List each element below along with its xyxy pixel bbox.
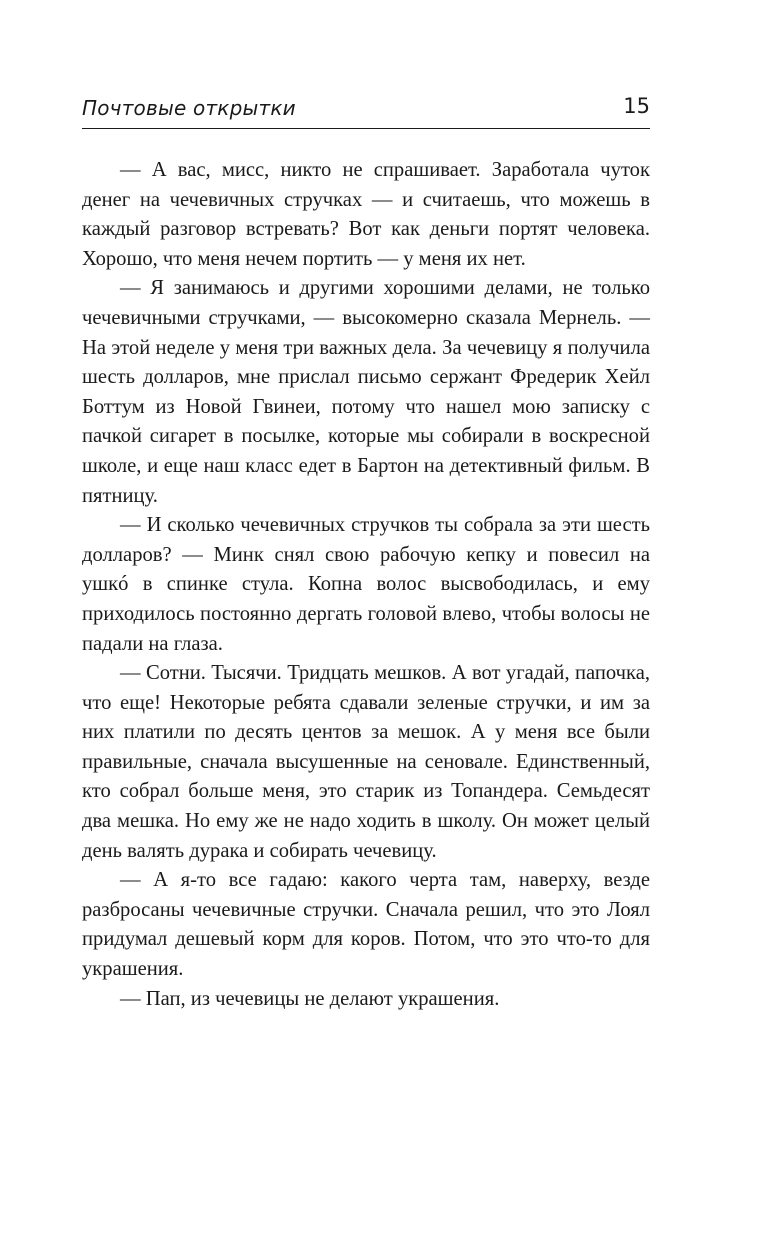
paragraph: — А вас, мисс, никто не спрашивает. Заработала чуток денег на чечевичных стручках — и считаешь, что можешь в каждый разговор встревать? Вот как деньги портят человека. Хорошо, что меня нечем портить — у меня их нет. bbox=[82, 159, 650, 270]
paragraph: — А я-то все гадаю: какого черта там, наверху, везде разбросаны чечевичные стручки. Сначала решил, что это Лоял придумал дешевый корм для коров. Потом, что это что-то для украшения. bbox=[82, 869, 650, 981]
running-title: Почтовые открытки bbox=[82, 96, 296, 120]
body-text bbox=[82, 156, 650, 1014]
page-header bbox=[82, 94, 650, 129]
paragraph: — Сотни. Тысячи. Тридцать мешков. А вот угадай, папочка, что еще! Некоторые ребята сдавали зеленые стручки, и им за них платили по десять центов за мешок. А у меня все были правильные, сначала высушенные на сеновале. Единственный, кто собрал больше меня, это старик из Топандера. Семьдесят два мешка. Но ему же не надо ходить в школу. Он может целый день валять дурака и собирать чечевицу. bbox=[82, 662, 650, 862]
paragraph: — Пап, из чечевицы не делают украшения. bbox=[120, 987, 500, 1010]
paragraph: — И сколько чечевичных стручков ты собрала за эти шесть долларов? — Минк снял свою рабочую кепку и повесил на ушкó в спинке стула. Копна волос высвободилась, и ему приходилось постоянно дергать головой влево, чтобы волосы не падали на глаза. bbox=[82, 514, 650, 655]
paragraph: — Я занимаюсь и другими хорошими делами, не только чечевичными стручками, — высокомерно сказала Мернель. — На этой неделе у меня три важных дела. За чечевицу я получила шесть долларов, мне прислал письмо сержант Фредерик Хейл Боттум из Новой Гвинеи, потому что нашел мою записку с пачкой сигарет в посылке, которые мы собирали в воскресной школе, и еще наш класс едет в Бартон на детективный фильм. В пятницу. bbox=[82, 277, 650, 507]
page-number: 15 bbox=[623, 94, 650, 118]
